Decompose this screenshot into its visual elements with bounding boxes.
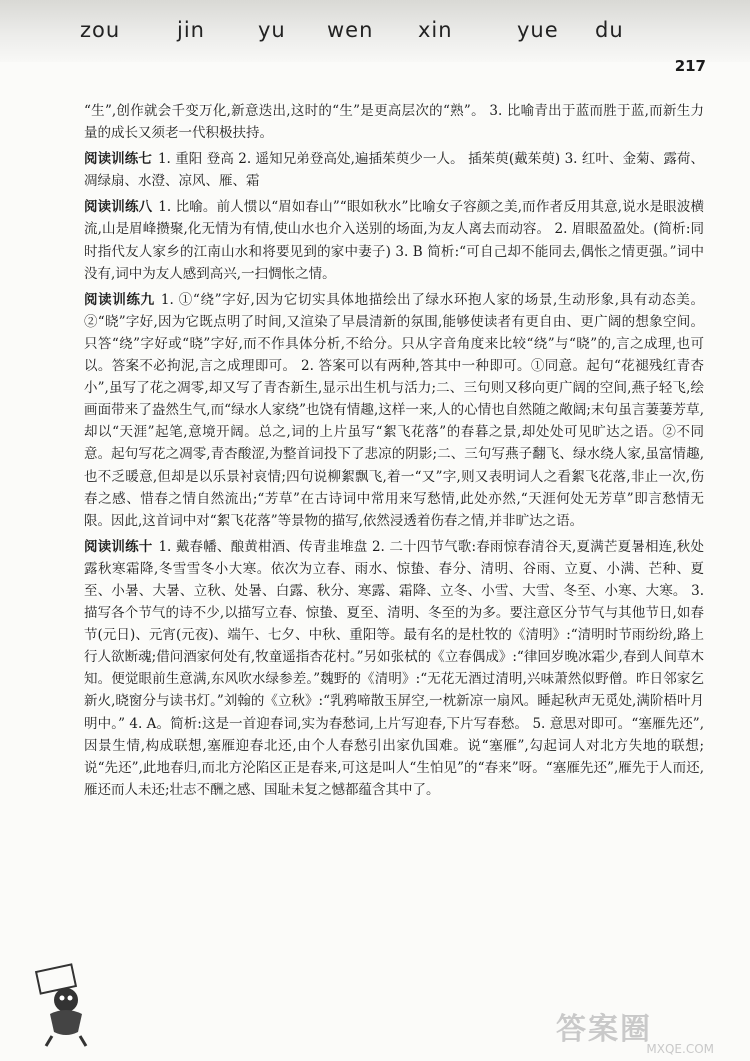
section-reading-9	[84, 289, 704, 532]
section-text: 1. 重阳 登高 2. 遥知兄弟登高处,遍插茱萸少一人。 插茱萸(戴茱萸) 3. 红叶、金菊、露荷、凋绿扇、水澄、凉风、雁、霜	[84, 151, 705, 190]
section-label: 阅读训练七	[84, 151, 152, 168]
section-reading-7	[84, 148, 704, 192]
header-band	[0, 0, 750, 62]
section-text: 1. ①“绕”字好,因为它切实具体地描绘出了绿水环抱人家的场景,生动形象,具有动态美。②“晓”字好,因为它既点明了时间,又渲染了早晨清新的氛围,能够使读者有更自由、更广阔的想象空间。只答“绕”字好或“晓”字好,而不作具体分析,不给分。只从字音角度来比较“绕”与“晓”的,言之成理,也可以。答案不必拘泥,言之成理即可。 2. 答案可以有两种,答其中一种即可。①同意。起句“花褪残红青杏小”,虽写了花之凋零,却又写了青杏新生,显示出生机与活力;二、三句则又移向更广阔的空间,燕子轻飞,绘画面带来了盎然生气,而“绿水人家绕”也饶有情趣,这样一来,人的心情也自然随之敞阔;末句虽言萋萋芳草,却以“天涯”起笔,意境开阔。总之,词的上片虽写“絮飞花落”的春暮之景,却处处可见旷达之语。②不同意。起句写花之凋零,青杏酸涩,为整首词投下了悲凉的阴影;二、三句写燕子翻飞、绿水绕人家,虽富情趣,也不乏暖意,但却是以乐景衬哀情;四句说柳絮飘飞,着一“又”字,则又表明词人之看絮飞花落,非止一次,伤春之感、惜春之情自然流出;“芳草”在古诗词中常用来写愁情,此处亦然,“天涯何处无芳草”即言愁情无限。因此,这首词中对“絮飞花落”等景物的描写,依然浸透着伤春之情,并非旷达之语。	[84, 291, 704, 529]
section-text: “生”,创作就会千变万化,新意迭出,这时的“生”是更高层次的“熟”。 3. 比喻青出于蓝而胜于蓝,而新生力量的成长又须老一代积极扶持。	[84, 103, 704, 142]
section-label: 阅读训练九	[84, 291, 155, 308]
answer-continuation	[84, 100, 704, 144]
header-word: zou	[80, 18, 121, 42]
page-number: 217	[674, 57, 706, 75]
watermark-logo: 答案圈	[556, 1012, 652, 1047]
section-text: 1. 戴春幡、酿黄柑酒、传青韭堆盘 2. 二十四节气歌:春雨惊春清谷天,夏满芒夏暑相连,秋处露秋寒霜降,冬雪雪冬小大寒。依次为立春、雨水、惊蛰、春分、清明、谷雨、立夏、小满、芒种、夏至、小暑、大暑、立秋、处暑、白露、秋分、寒露、霜降、立冬、小雪、大雪、冬至、小寒、大寒。 3. 描写各个节气的诗不少,以描写立春、惊蛰、夏至、清明、冬至的为多。要注意区分节气与其他节日,如春节(元日)、元宵(元夜)、端午、七夕、中秋、重阳等。最有名的是杜牧的《清明》:“清明时节雨纷纷,路上行人欲断魂;借问酒家何处有,牧童遥指杏花村。”另如张栻的《立春偶成》:“律回岁晚冰霜少,春到人间草木知。便觉眼前生意满,东风吹水绿参差。”魏野的《清明》:“无花无酒过清明,兴味萧然似野僧。昨日邻家乞新火,晓窗分与读书灯。”刘翰的《立秋》:“乳鸦啼散玉屏空,一枕新凉一扇风。睡起秋声无觅处,满阶梧叶月明中。” 4. A。简析:这是一首迎春词,实为春愁词,上片写迎春,下片写春愁。 5. 意思对即可。“塞雁先还”,因景生情,构成联想,塞雁迎春北还,由个人春愁引出家仇国难。说“塞雁”,勾起词人对北方失地的联想;说“先还”,此地春归,而北方沦陷区正是春来,可这是叫人“生怕见”的“春来”呀。“塞雁先还”,雁先于人而还,雁还而人未还;壮志不酬之感、国耻未复之憾都蕴含其中了。	[84, 538, 705, 798]
section-label: 阅读训练十	[84, 538, 153, 555]
section-reading-10	[84, 536, 704, 801]
watermark-url: MXQE.COM	[646, 1042, 714, 1056]
header-word: wen	[327, 18, 374, 42]
answer-text	[84, 96, 704, 801]
header-word: yue	[517, 18, 559, 42]
section-text: 1. 比喻。前人惯以“眉如春山”“眼如秋水”比喻女子容颜之美,而作者反用其意,说水是眼波横流,山是眉峰攒聚,化无情为有情,使山水也介入送别的场面,为友人离去而动容。 2. 眉眼盈盈处。(简析:同时指代友人家乡的江南山水和将要见到的家中妻子) 3. B 简析:“可自己却不能同去,偶怅之情更强。”词中没有,词中为友人感到高兴,一扫惆怅之情。	[84, 199, 704, 282]
section-label: 阅读训练八	[84, 199, 153, 216]
header-word: du	[595, 18, 624, 42]
header-word: yu	[258, 18, 286, 42]
section-reading-8	[84, 196, 704, 284]
cartoon-doodle-icon	[28, 948, 98, 1048]
header-word: jin	[177, 18, 205, 42]
header-word: xin	[418, 18, 453, 42]
watermark	[556, 1004, 716, 1056]
